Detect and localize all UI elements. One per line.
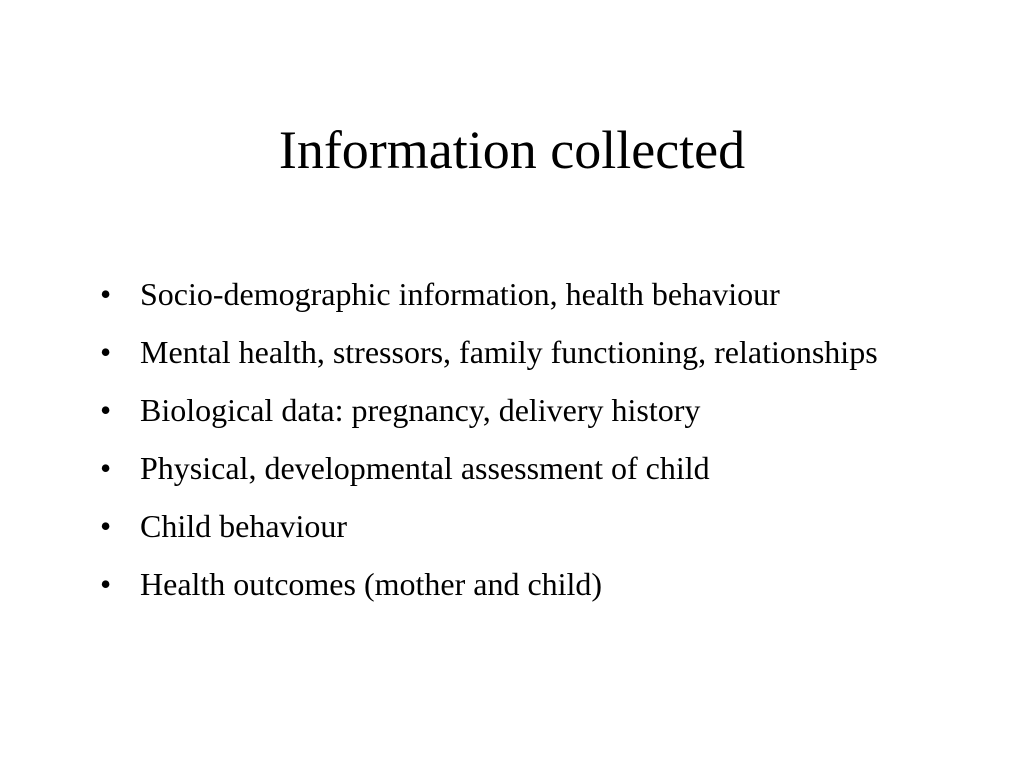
bullet-text: Child behaviour bbox=[140, 508, 348, 544]
slide-title: Information collected bbox=[278, 120, 746, 180]
bullet-item bbox=[100, 504, 960, 548]
bullet-text: Biological data: pregnancy, delivery history bbox=[140, 392, 701, 428]
bullet-list bbox=[100, 272, 960, 620]
bullet-item bbox=[100, 272, 960, 316]
bullet-text: Physical, developmental assessment of child bbox=[140, 450, 710, 486]
bullet-icon: • bbox=[100, 508, 112, 544]
bullet-icon: • bbox=[100, 276, 112, 312]
bullet-item bbox=[100, 388, 960, 432]
bullet-icon: • bbox=[100, 334, 112, 370]
bullet-icon: • bbox=[100, 450, 112, 486]
bullet-icon: • bbox=[100, 566, 112, 602]
bullet-item bbox=[100, 562, 960, 606]
bullet-text: Mental health, stressors, family functioning, relationships bbox=[140, 334, 878, 370]
bullet-text: Socio-demographic information, health behaviour bbox=[140, 276, 780, 312]
bullet-icon: • bbox=[100, 392, 112, 428]
bullet-text: Health outcomes (mother and child) bbox=[140, 566, 603, 602]
bullet-item bbox=[100, 446, 960, 490]
bullet-item bbox=[100, 330, 960, 374]
